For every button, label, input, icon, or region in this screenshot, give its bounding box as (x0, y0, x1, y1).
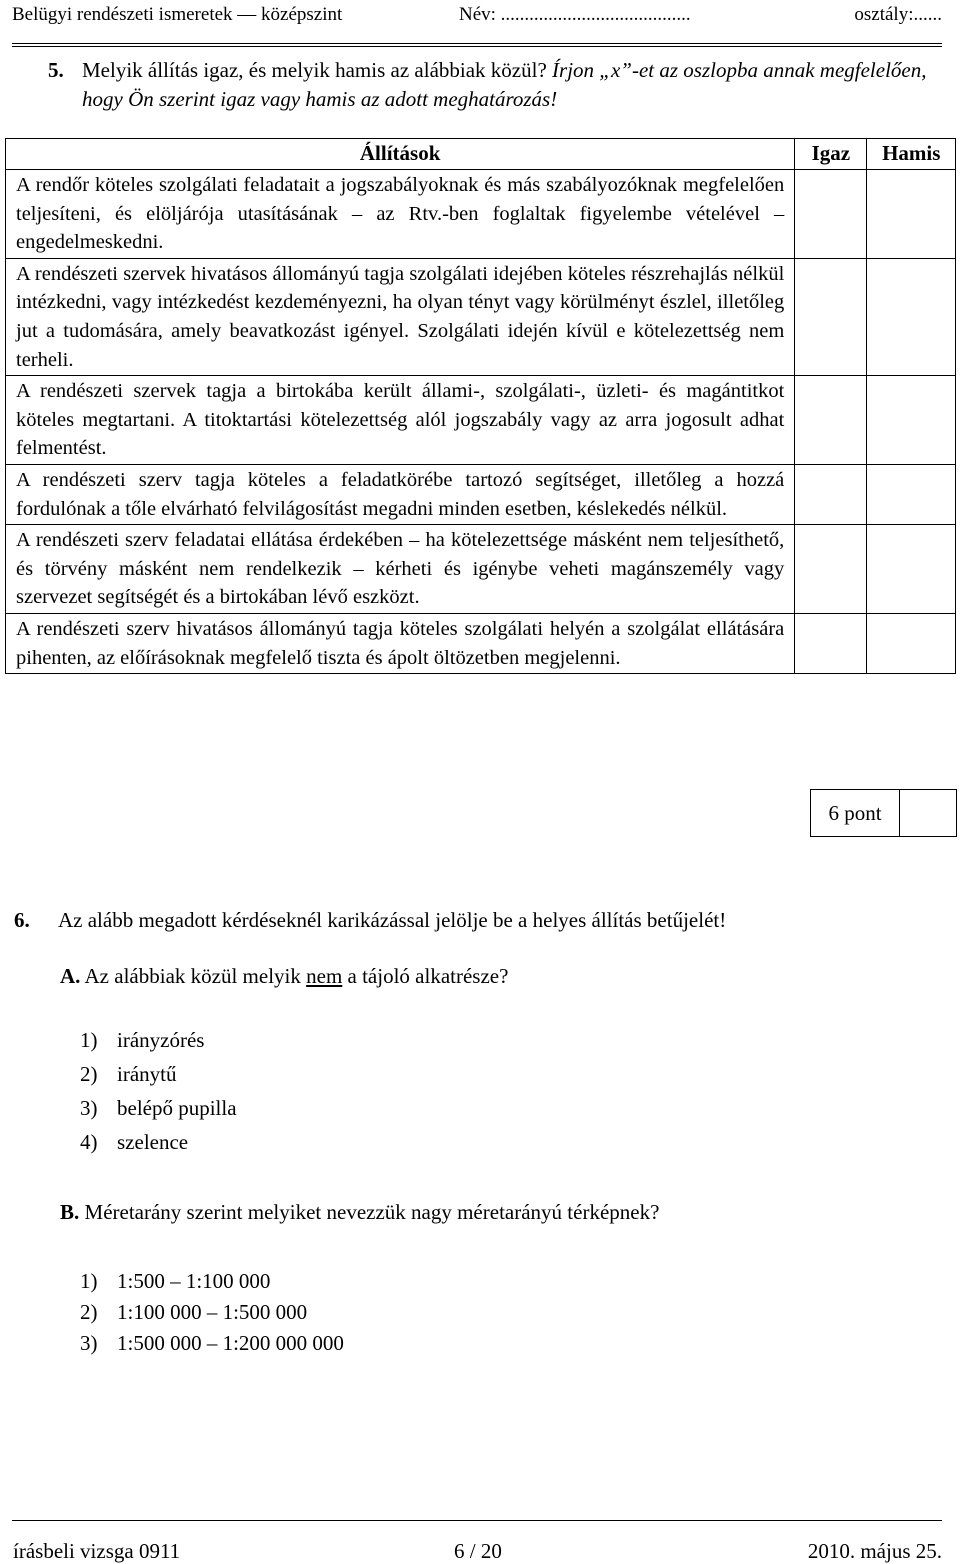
question-6-instruction: Az alább megadott kérdéseknél karikázással jelölje be a helyes állítás betűjelét! (58, 908, 727, 932)
statement-text: A rendészeti szerv feladatai ellátása érdekében – ha kötelezettsége másként nem teljesíthető, és törvény másként nem rendelkezik – kérheti és igénybe veheti magánszemély vagy szervezet segítségét és a birtokában lévő eszközt. (6, 525, 795, 614)
footer-date: 2010. május 25. (807, 1539, 942, 1563)
footer-page-number: 6 / 20 (454, 1539, 502, 1563)
question-5-instruction-main: Melyik állítás igaz, és melyik hamis az alábbiak közül? (82, 58, 553, 82)
option-number: 1) (80, 1028, 98, 1052)
option-text: 1:500 – 1:100 000 (117, 1269, 271, 1293)
true-answer-cell[interactable] (795, 613, 867, 673)
option-item[interactable] (80, 1266, 344, 1297)
page-header (12, 0, 942, 47)
option-item[interactable] (80, 1328, 344, 1359)
header-subject: Belügyi rendészeti ismeretek — középszint (12, 4, 343, 25)
statement-row (6, 613, 956, 673)
true-answer-cell[interactable] (795, 525, 867, 614)
question-5-number: 5. (48, 58, 64, 82)
question-6a-letter: A. (60, 964, 81, 988)
option-item[interactable] (80, 1297, 344, 1328)
statement-text: A rendészeti szervek tagja a birtokába került állami-, szolgálati-, üzleti- és magántitkot köteles megtartani. A titoktartási kötelezettség alól jogszabály vagy az arra jogosult adhat felmentést. (6, 376, 795, 465)
option-text: iránytű (117, 1062, 177, 1086)
question-6a-text (85, 964, 509, 988)
option-number: 3) (80, 1331, 98, 1355)
header-class-field: osztály:...... (854, 4, 942, 25)
statements-table-header (6, 139, 956, 170)
true-answer-cell[interactable] (795, 170, 867, 259)
option-item[interactable] (80, 1125, 237, 1159)
option-text: 1:500 000 – 1:200 000 000 (117, 1331, 344, 1355)
statement-text: A rendészeti szervek hivatásos állományú tagja szolgálati idejében köteles részrehajlás nélkül intézkedni, vagy intézkedést kezdeményezni, ha olyan tényt vagy körülményt észlel, illetőleg jut a tudomására, amely beavatkozást igényel. Szolgálati idején kívül e kötelezettség nem terheli. (6, 258, 795, 375)
question-6a-text-end: a tájoló alkatrésze? (342, 964, 509, 988)
false-answer-cell[interactable] (867, 525, 956, 614)
true-answer-cell[interactable] (795, 376, 867, 465)
question-6a-emphasis: nem (306, 964, 343, 988)
false-answer-cell[interactable] (867, 613, 956, 673)
statements-table (5, 138, 956, 674)
false-answer-cell[interactable] (867, 170, 956, 259)
question-6a (60, 961, 508, 991)
column-header-statements: Állítások (6, 139, 795, 170)
question-6a-options (80, 1023, 237, 1159)
option-number: 2) (80, 1062, 98, 1086)
statement-text: A rendőr köteles szolgálati feladatait a jogszabályoknak és más szabályozóknak megfelelően teljesíteni, és elöljárója utasításának – az Rtv.-ben foglaltak figyelembe vételével – engedelmeskedni. (6, 170, 795, 259)
option-item[interactable] (80, 1023, 237, 1057)
false-answer-cell[interactable] (867, 258, 956, 375)
footer-exam-code: írásbeli vizsga 0911 (13, 1539, 181, 1563)
false-answer-cell[interactable] (867, 464, 956, 524)
true-answer-cell[interactable] (795, 258, 867, 375)
option-number: 3) (80, 1096, 98, 1120)
statement-row (6, 170, 956, 259)
statement-text: A rendészeti szerv hivatásos állományú tagja köteles szolgálati helyén a szolgálat ellátására pihenten, az előírásoknak megfelelő tiszta és ápolt öltözetben megjelenni. (6, 613, 795, 673)
question-6 (14, 905, 726, 935)
option-text: szelence (117, 1130, 189, 1154)
option-text: belépő pupilla (117, 1096, 237, 1120)
option-item[interactable] (80, 1057, 237, 1091)
question-5-instruction (82, 56, 948, 114)
statement-row (6, 258, 956, 375)
question-6a-text-start: Az alábbiak közül melyik (84, 964, 307, 988)
true-answer-cell[interactable] (795, 464, 867, 524)
question-6b (60, 1197, 659, 1227)
statement-text: A rendészeti szerv tagja köteles a feladatkörébe tartozó segítséget, illetőleg a hozzá fordulónak a tőle elvárható felvilágosítást megadni minden esetben, késlekedés nélkül. (6, 464, 795, 524)
column-header-false: Hamis (867, 139, 956, 170)
header-name-field: Név: ........................................ (459, 4, 691, 25)
score-box (810, 789, 957, 837)
option-text: 1:100 000 – 1:500 000 (117, 1300, 308, 1324)
question-5-instruction-italic: Írjon „x”-et az oszlopba annak megfelelően, hogy Ön szerint igaz vagy hamis az adott meghatározás! (82, 58, 927, 111)
column-header-true: Igaz (795, 139, 867, 170)
question-6b-letter: B. (60, 1200, 80, 1224)
question-5 (48, 56, 948, 114)
score-label: 6 pont (811, 790, 900, 836)
question-6b-text: Méretarány szerint melyiket nevezzük nagy méretarányú térképnek? (84, 1200, 660, 1224)
header-divider (12, 43, 942, 44)
statement-row (6, 376, 956, 465)
question-6b-options (80, 1266, 344, 1359)
question-6-number: 6. (14, 908, 30, 932)
statement-row (6, 525, 956, 614)
false-answer-cell[interactable] (867, 376, 956, 465)
option-text: irányzórés (117, 1028, 205, 1052)
option-item[interactable] (80, 1091, 237, 1125)
option-number: 2) (80, 1300, 98, 1324)
statement-row (6, 464, 956, 524)
page-footer (12, 1520, 942, 1563)
option-number: 4) (80, 1130, 98, 1154)
score-entry-field[interactable] (900, 790, 956, 836)
option-number: 1) (80, 1269, 98, 1293)
